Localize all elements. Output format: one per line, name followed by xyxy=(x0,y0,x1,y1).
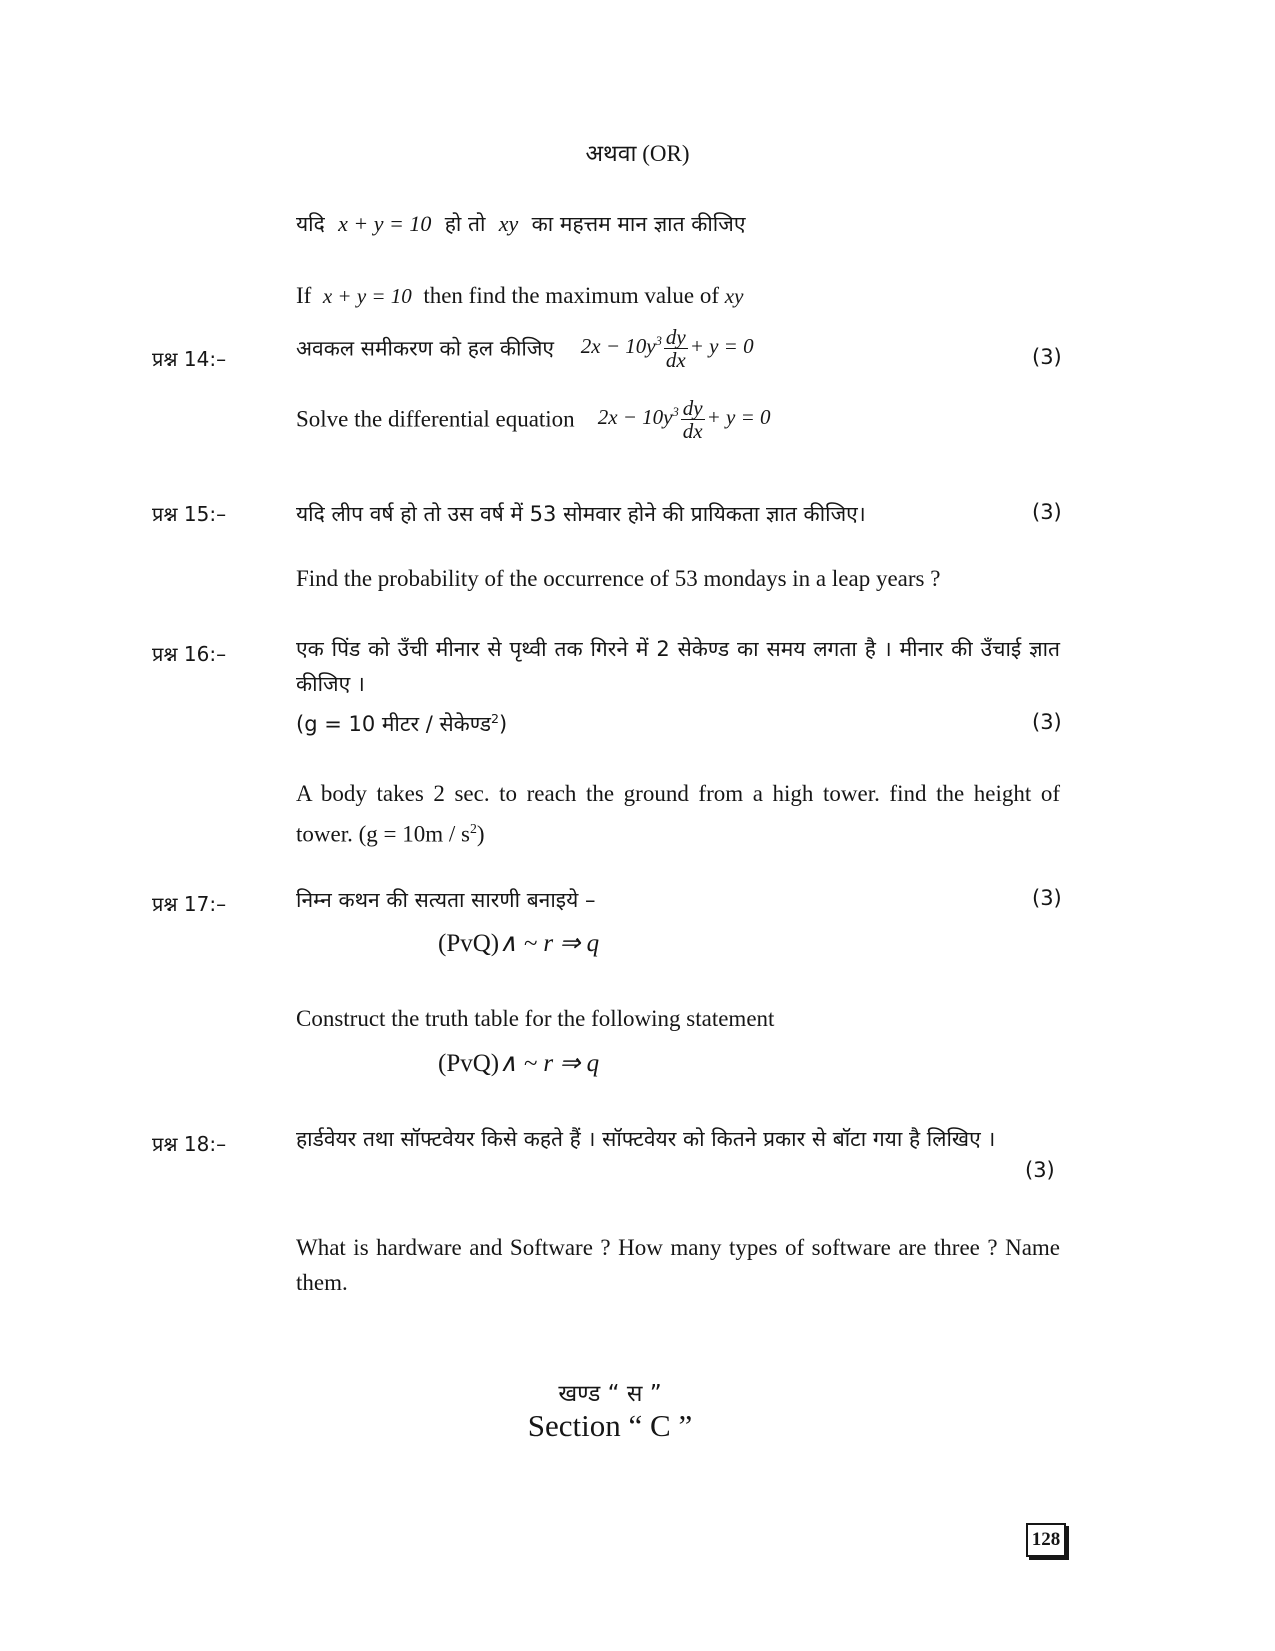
or-question-english: If x + y = 10 then find the maximum value of xy xyxy=(296,283,744,308)
q15-label: प्रश्न 15:– xyxy=(152,502,227,526)
q16-given: (g = 10 मीटर / सेकेण्ड$^2$) xyxy=(296,711,508,736)
q18-marks: (3) xyxy=(1025,1158,1055,1182)
q17-hindi: निम्न कथन की सत्यता सारणी बनाइये – xyxy=(296,888,596,912)
q18-hindi: हार्डवेयर तथा सॉफ्टवेयर किसे कहते हैं । सॉफ्टवेयर को कितने प्रकार से बॉटा गया है लिखिए । xyxy=(296,1127,996,1151)
section-heading-hindi: खण्ड “ स ” xyxy=(558,1381,662,1407)
q17-expression-hindi: (PvQ)∧ ~ r ⇒ q xyxy=(438,930,600,957)
q16-label: प्रश्न 16:– xyxy=(152,642,227,666)
q15-marks: (3) xyxy=(1032,500,1062,524)
q18-english: What is hardware and Software ? How many types of software are three ? Name them. xyxy=(296,1235,1060,1295)
q17-marks: (3) xyxy=(1032,886,1062,910)
q15-hindi: यदि लीप वर्ष हो तो उस वर्ष में 53 सोमवार होने की प्रायिकता ज्ञात कीजिए। xyxy=(296,502,866,526)
q14-hindi: अवकल समीकरण को हल कीजिए $2x - 10y^3$ $\frac{dy}{dx}$ + y = 0 xyxy=(296,325,754,373)
q17-label: प्रश्न 17:– xyxy=(152,892,227,916)
q17-expression-english: (PvQ)∧ ~ r ⇒ q xyxy=(438,1050,600,1077)
q18-label: प्रश्न 18:– xyxy=(152,1132,227,1156)
q14-label: प्रश्न 14:– xyxy=(152,347,227,371)
q16-hindi: एक पिंड को उँची मीनार से पृथ्वी तक गिरने में 2 सेकेण्ड का समय लगता है । मीनार की उँचाई ज्ञात कीजिए । xyxy=(296,637,1060,696)
or-header: अथवा (OR) xyxy=(585,141,690,166)
q17-english: Construct the truth table for the following statement xyxy=(296,1006,775,1031)
q15-english: Find the probability of the occurrence of 53 mondays in a leap years ? xyxy=(296,566,941,591)
q16-marks: (3) xyxy=(1032,710,1062,734)
q14-equation-english: $2x - 10y^3$ $\frac{dy}{dx}$ + y = 0 xyxy=(597,396,771,444)
page-number: 128 xyxy=(1026,1523,1066,1557)
q14-marks: (3) xyxy=(1032,345,1062,369)
q16-english: A body takes 2 sec. to reach the ground from a high tower. find the height of tower. $(g = 10m / s^2)$ xyxy=(296,781,1060,847)
q14-equation-hindi: $2x - 10y^3$ $\frac{dy}{dx}$ + y = 0 xyxy=(580,325,754,373)
section-heading-english: Section “ C ” xyxy=(527,1408,693,1443)
q14-english: Solve the differential equation $2x - 10y^3$ $\frac{dy}{dx}$ + y = 0 xyxy=(296,396,771,444)
or-question-hindi: यदि x + y = 10 हो तो xy का महत्तम मान ज्ञात कीजिए xyxy=(296,211,746,236)
